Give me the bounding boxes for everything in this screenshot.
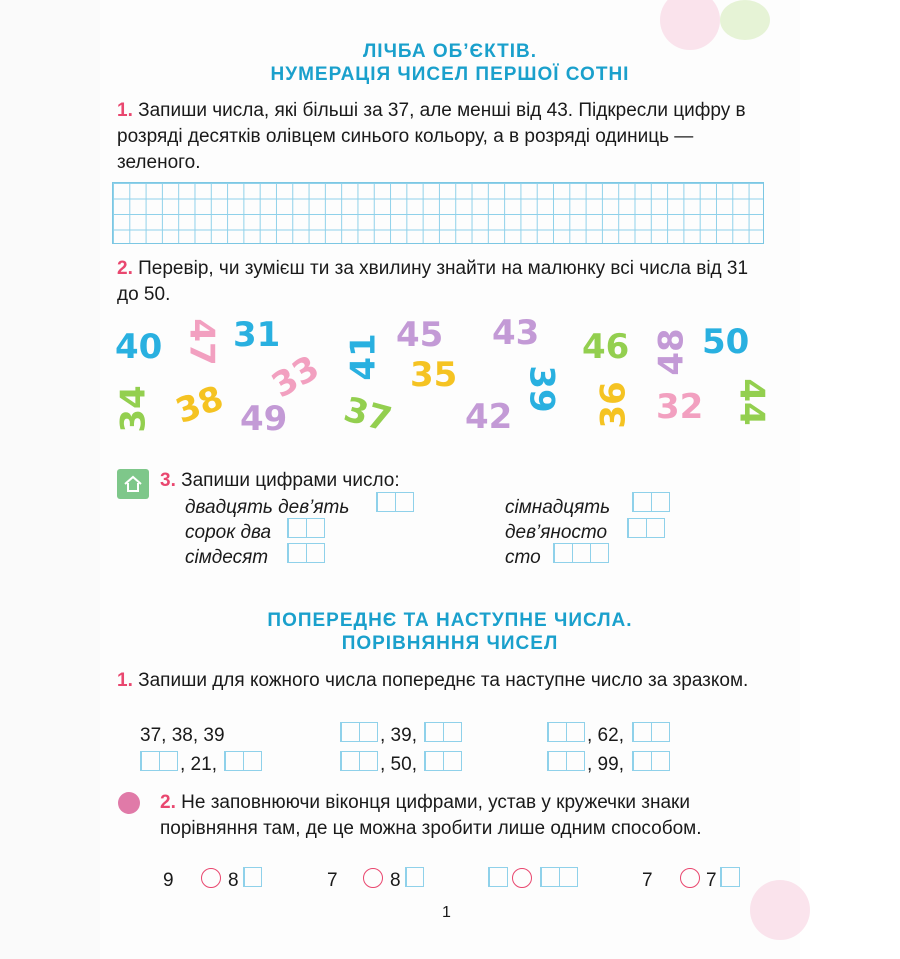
number-33: 33 bbox=[265, 347, 327, 407]
decor-dot bbox=[720, 0, 770, 40]
number-32: 32 bbox=[656, 387, 704, 427]
task-5 bbox=[160, 790, 770, 842]
compare-left: 9 bbox=[163, 870, 174, 891]
answer-box[interactable] bbox=[553, 543, 609, 563]
compare-left: 7 bbox=[642, 870, 653, 891]
page-subtitle: НУМЕРАЦІЯ ЧИСЕЛ ПЕРШОЇ СОТНІ bbox=[270, 64, 630, 85]
compare-circle[interactable] bbox=[680, 868, 700, 888]
answer-box[interactable] bbox=[540, 867, 578, 887]
answer-box[interactable] bbox=[424, 751, 462, 771]
number-36: 36 bbox=[593, 381, 634, 429]
word-number: сто bbox=[505, 547, 541, 568]
page-number: 1 bbox=[442, 904, 451, 921]
number-46: 46 bbox=[582, 327, 630, 367]
answer-box[interactable] bbox=[547, 751, 585, 771]
word-number: сімнадцять bbox=[505, 497, 611, 518]
task-4 bbox=[117, 668, 767, 694]
answer-box[interactable] bbox=[287, 518, 325, 538]
task-text: Запиши числа, які більші за 37, але менші від 43. Підкресли цифру в розряді десятків олівцем синього кольору, а в розряді одиниць — зеленого. bbox=[117, 100, 746, 173]
number-38: 38 bbox=[170, 378, 229, 432]
task-text: Запиши цифрами число: bbox=[181, 470, 400, 491]
answer-box[interactable] bbox=[340, 751, 378, 771]
task-number: 2. bbox=[160, 792, 176, 813]
number-48: 48 bbox=[651, 328, 692, 376]
task-1 bbox=[117, 98, 767, 176]
word-number: сорок два bbox=[185, 522, 272, 543]
number-41: 41 bbox=[343, 333, 384, 381]
section-title: ПОПЕРЕДНЄ ТА НАСТУПНЕ ЧИСЛА. bbox=[267, 610, 633, 631]
task-text: Не заповнюючи віконця цифрами, устав у кружечки знаки порівняння там, де це можна зробити лише одним способом. bbox=[160, 792, 702, 839]
scan-margin bbox=[0, 0, 100, 959]
task-2 bbox=[117, 256, 767, 308]
number-39: 39 bbox=[521, 365, 562, 413]
number-45: 45 bbox=[396, 315, 444, 355]
compare-circle[interactable] bbox=[201, 868, 221, 888]
answer-grid[interactable] bbox=[112, 182, 764, 244]
answer-box[interactable] bbox=[488, 867, 508, 887]
number-31: 31 bbox=[233, 315, 281, 355]
given-number: , 39, bbox=[380, 725, 417, 746]
compare-circle[interactable] bbox=[363, 868, 383, 888]
task-number: 3. bbox=[160, 470, 176, 491]
word-number: дев’яносто bbox=[505, 522, 608, 543]
task-text: Перевір, чи зумієш ти за хвилину знайти на малюнку всі числа від 31 до 50. bbox=[117, 258, 749, 305]
answer-box[interactable] bbox=[632, 751, 670, 771]
number-50: 50 bbox=[702, 322, 750, 362]
decor-dot bbox=[750, 880, 810, 940]
given-number: , 62, bbox=[587, 725, 624, 746]
answer-box[interactable] bbox=[424, 722, 462, 742]
answer-box[interactable] bbox=[632, 492, 670, 512]
compare-circle[interactable] bbox=[512, 868, 532, 888]
answer-box[interactable] bbox=[287, 543, 325, 563]
task-number: 1. bbox=[117, 670, 133, 691]
page-title: ЛІЧБА ОБ’ЄКТІВ. bbox=[362, 41, 538, 62]
compare-right: 7 bbox=[706, 870, 717, 891]
number-49: 49 bbox=[240, 399, 288, 439]
given-number: , 21, bbox=[180, 754, 217, 775]
number-42: 42 bbox=[465, 397, 513, 437]
task-number: 2. bbox=[117, 258, 133, 279]
answer-box[interactable] bbox=[627, 518, 665, 538]
section-subtitle: ПОРІВНЯННЯ ЧИСЕЛ bbox=[341, 633, 559, 654]
answer-box[interactable] bbox=[224, 751, 262, 771]
answer-box[interactable] bbox=[632, 722, 670, 742]
answer-box[interactable] bbox=[340, 722, 378, 742]
answer-box[interactable] bbox=[376, 492, 414, 512]
example-sequence: 37, 38, 39 bbox=[140, 725, 225, 746]
number-47: 47 bbox=[181, 318, 222, 366]
word-number: двадцять дев’ять bbox=[185, 497, 350, 518]
answer-box[interactable] bbox=[547, 722, 585, 742]
compare-right: 8 bbox=[228, 870, 239, 891]
brain-icon bbox=[118, 792, 140, 814]
compare-left: 7 bbox=[327, 870, 338, 891]
answer-box[interactable] bbox=[140, 751, 178, 771]
number-34: 34 bbox=[113, 385, 154, 433]
given-number: , 99, bbox=[587, 754, 624, 775]
answer-box[interactable] bbox=[720, 867, 740, 887]
word-number: сімдесят bbox=[185, 547, 269, 568]
number-37: 37 bbox=[339, 389, 396, 441]
given-number: , 50, bbox=[380, 754, 417, 775]
number-43: 43 bbox=[492, 313, 540, 353]
homework-icon bbox=[117, 469, 149, 499]
answer-box[interactable] bbox=[405, 867, 424, 887]
number-44: 44 bbox=[731, 378, 772, 426]
compare-right: 8 bbox=[390, 870, 401, 891]
number-40: 40 bbox=[115, 327, 163, 367]
number-35: 35 bbox=[410, 355, 458, 395]
task-3 bbox=[160, 468, 400, 494]
task-text: Запиши для кожного числа попереднє та наступне число за зразком. bbox=[138, 670, 749, 691]
task-number: 1. bbox=[117, 100, 133, 121]
answer-box[interactable] bbox=[243, 867, 262, 887]
